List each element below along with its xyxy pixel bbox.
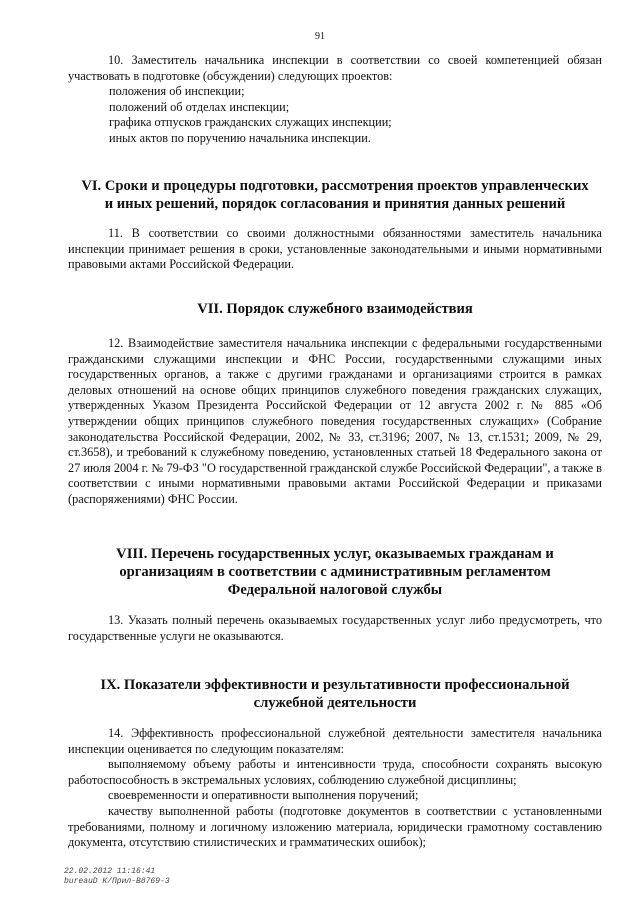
heading-line: IX. Показатели эффективности и результативности профессиональной xyxy=(100,677,570,693)
section-9-heading xyxy=(60,676,610,712)
heading-line: Федеральной налоговой службы xyxy=(227,582,443,598)
footer-stamp xyxy=(64,867,170,887)
paragraph-14-intro: 14. Эффективность профессиональной служебной деятельности заместителя начальника инспекции оценивается по следующим показателям: xyxy=(68,726,602,756)
section-8-heading xyxy=(60,545,610,599)
indicator-item: качеству выполненной работы (подготовке документов в соответствии с установленными требованиями, полному и логичному изложению материала, юридически грамотному составлению документа, отсутствию стилистических и грамматических ошибок); xyxy=(68,803,602,850)
heading-line: служебной деятельности xyxy=(253,695,417,711)
list-item: положений об отделах инспекции; xyxy=(109,99,290,114)
list-item: иных актов по поручению начальника инспекции. xyxy=(109,130,371,145)
paragraph-13: 13. Указать полный перечень оказываемых государственных услуг либо предусмотреть, что государственные услуги не оказываются. xyxy=(68,613,602,643)
heading-line: VI. Сроки и процедуры подготовки, рассмотрения проектов управленческих xyxy=(81,178,589,194)
item-10-intro: 10. Заместитель начальника инспекции в соответствии со своей компетенцией обязан участвовать в подготовке (обсуждении) следующих проектов: xyxy=(68,53,602,83)
list-item: положения об инспекции; xyxy=(109,84,245,99)
indicator-item: своевременности и оперативности выполнения поручений; xyxy=(108,788,419,803)
footer-timestamp: 22.02.2012 11:16:41 xyxy=(64,867,156,876)
heading-line: организациям в соответствии с административным регламентом xyxy=(119,564,551,580)
heading-line: и иных решений, порядок согласования и принятия данных решений xyxy=(104,196,566,212)
heading-line: VIII. Перечень государственных услуг, оказываемых гражданам и xyxy=(116,546,554,562)
paragraph-14-block xyxy=(68,726,602,851)
section-7-heading: VII. Порядок служебного взаимодействия xyxy=(197,301,473,317)
paragraph-11: 11. В соответствии со своими должностными обязанностями заместитель начальника инспекции принимает решения в сроки, установленные законодательными и иными нормативными правовыми актами Российской Федерации. xyxy=(68,226,602,272)
list-item: графика отпусков гражданских служащих инспекции; xyxy=(109,115,392,130)
item-10-block xyxy=(68,53,602,147)
footer-doc-code: bureauD К/Прил-B8769-3 xyxy=(64,877,170,886)
page-number: 91 xyxy=(315,31,325,42)
section-6-heading xyxy=(60,177,610,213)
paragraph-12: 12. Взаимодействие заместителя начальника инспекции с федеральными государственными гражданскими служащими инспекции и ФНС России, государственными служащими иных государственных органов, а также с другими гражданами и организациями строится в рамках деловых отношений на основе общих принципов служебного поведения гражданских служащих, утвержденных Указом Президента Российской Федерации от 12 августа 2002 г. № 885 «Об утверждении общих принципов служебного поведения государственных служащих» (Собрание законодательства Российской Федерации, 2002, № 33, ст.3196; 2007, № 13, ст.1531; 2009, № 29, ст.3658), и требований к служебному поведению, установленных статьей 18 Федерального закона от 27 июля 2004 г. № 79-ФЗ "О государственной гражданской службе Российской Федерации", а также в соответствии с иными нормативными правовыми актами Российской Федерации и приказами (распоряжениями) ФНС России. xyxy=(68,336,602,506)
indicator-item: выполняемому объему работы и интенсивности труда, способности сохранять высокую работоспособность в экстремальных условиях, соблюдению служебной дисциплины; xyxy=(68,757,602,787)
